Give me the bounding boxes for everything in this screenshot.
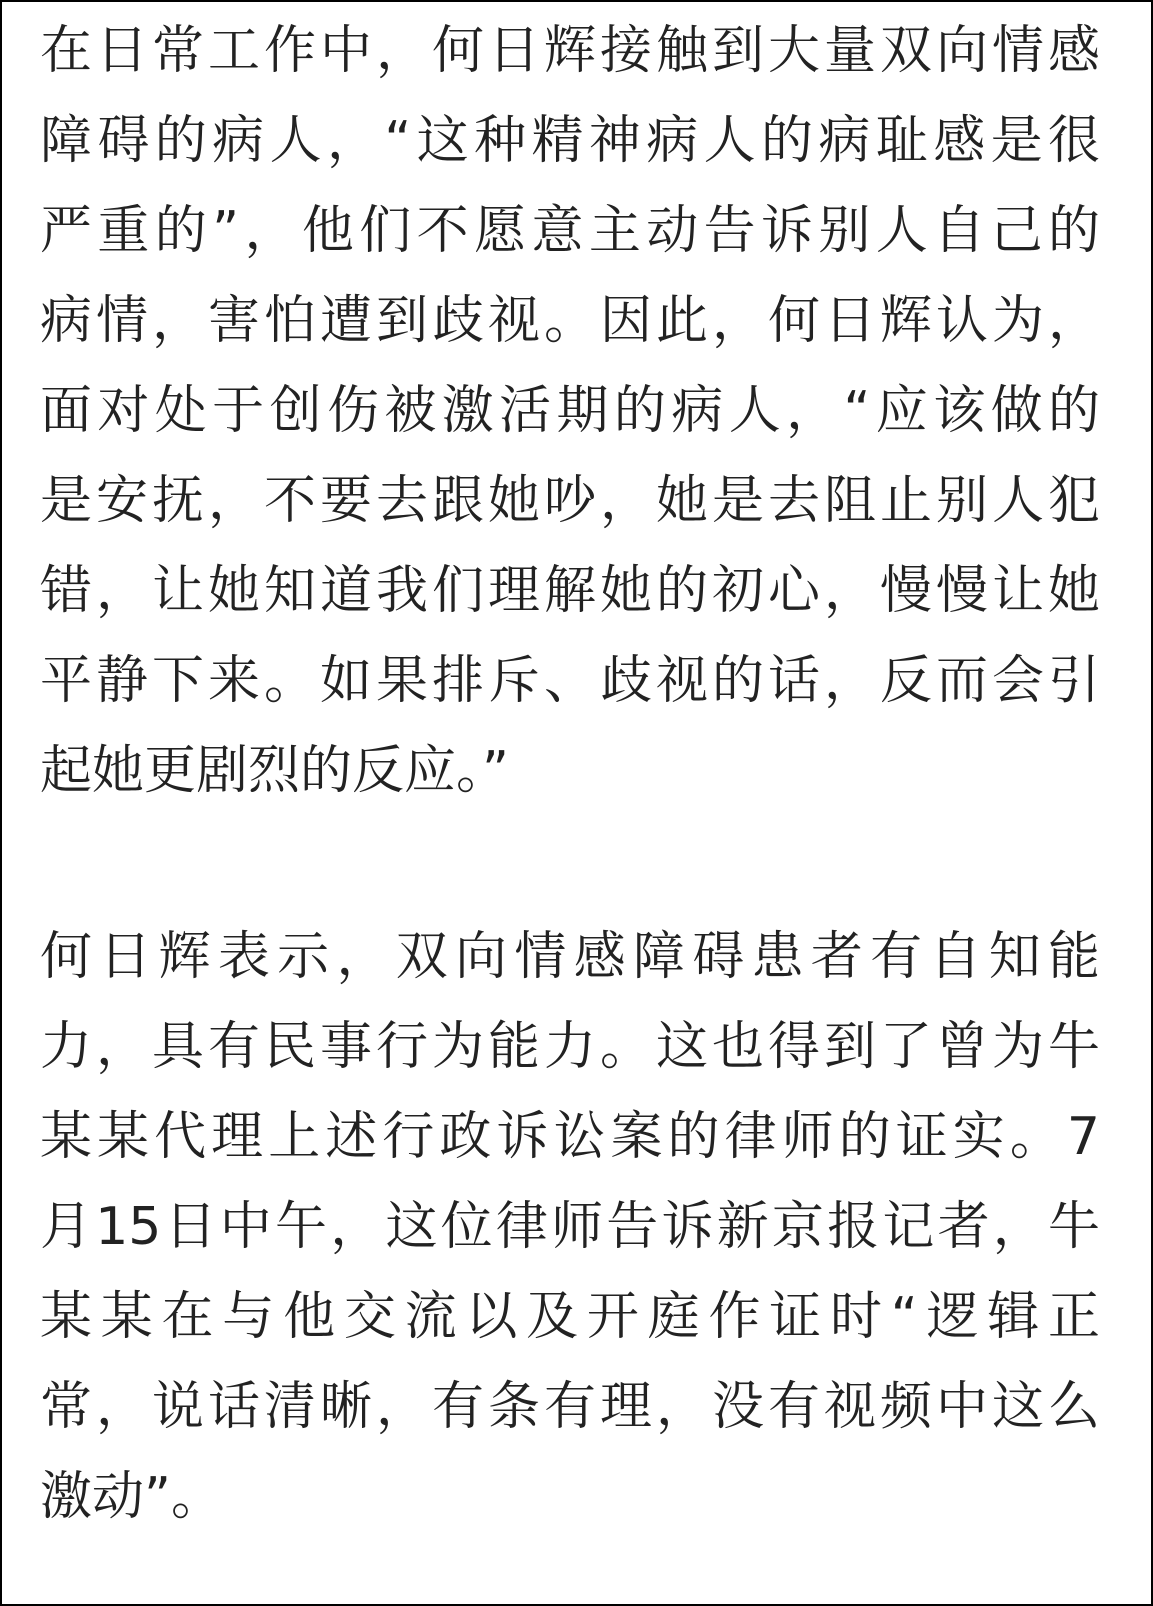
text-line: 在日常工作中，何日辉接触到大量双向情感 (40, 21, 1100, 81)
text-line: 常，说话清晰，有条有理，没有视频中这么 (40, 1377, 1100, 1437)
text-line: 病情，害怕遭到歧视。因此，何日辉认为， (40, 291, 1100, 351)
paragraph-1 (40, 6, 1100, 816)
text-line: 错，让她知道我们理解她的初心，慢慢让她 (40, 561, 1100, 621)
text-line: 某某在与他交流以及开庭作证时“逻辑正 (40, 1287, 1100, 1347)
text-line: 月15日中午，这位律师告诉新京报记者，牛 (40, 1197, 1100, 1257)
paragraph-gap (40, 816, 1100, 912)
text-line: 障碍的病人，“这种精神病人的病耻感是很 (40, 111, 1100, 171)
text-line: 何日辉表示，双向情感障碍患者有自知能 (40, 927, 1100, 987)
text-line: 力，具有民事行为能力。这也得到了曾为牛 (40, 1017, 1100, 1077)
text-line: 起她更剧烈的反应。” (40, 741, 509, 801)
text-line: 面对处于创伤被激活期的病人，“应该做的 (40, 381, 1100, 441)
text-line: 平静下来。如果排斥、歧视的话，反而会引 (40, 651, 1100, 711)
text-line: 某某代理上述行政诉讼案的律师的证实。7 (40, 1107, 1100, 1167)
text-line: 激动”。 (40, 1467, 223, 1527)
paragraph-2 (40, 912, 1100, 1542)
text-line: 是安抚，不要去跟她吵，她是去阻止别人犯 (40, 471, 1100, 531)
article-body (40, 6, 1100, 1542)
text-line: 严重的”，他们不愿意主动告诉别人自己的 (40, 201, 1100, 261)
